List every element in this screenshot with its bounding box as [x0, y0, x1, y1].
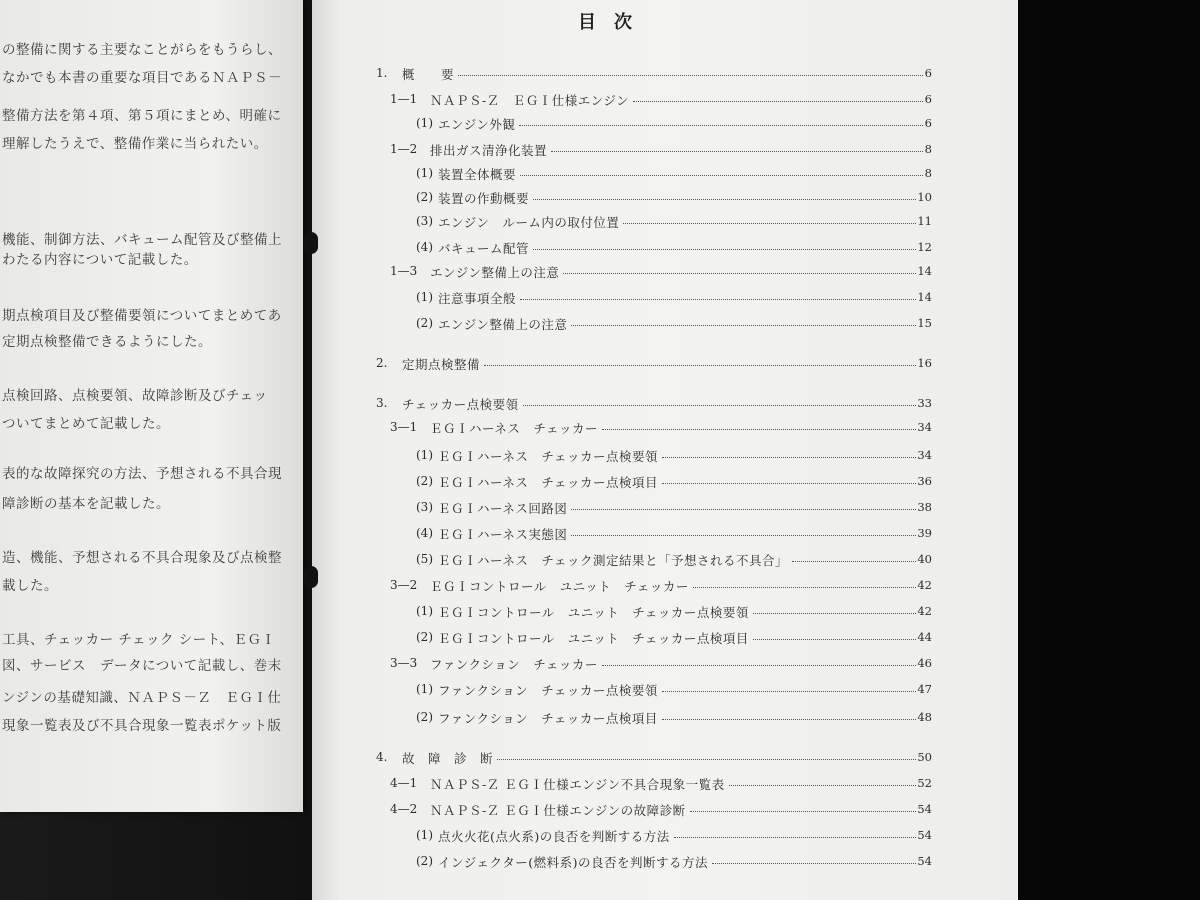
toc-entry-number: (2): [416, 474, 433, 488]
toc-entry: [0, 680, 1200, 702]
toc-leader-dots: [633, 101, 923, 102]
toc-leader-dots: [602, 429, 916, 430]
toc-entry-label: 排出ガス清浄化装置: [430, 143, 548, 158]
toc-entry: [0, 262, 1200, 284]
toc-entry: [0, 498, 1200, 520]
toc-entry: [0, 212, 1200, 234]
toc-entry-number: 1.: [376, 66, 388, 80]
toc-entry-number: 1—2: [390, 142, 418, 156]
toc-leader-dots: [753, 613, 916, 614]
left-page-text-line: 表的な故障探究の方法、予想される不具合現: [2, 466, 282, 482]
toc-entry-number: (1): [416, 682, 433, 696]
toc-entry: [0, 446, 1200, 468]
toc-entry-label: ＮＡＰＳ-Ｚ ＥＧＩ仕様エンジン: [430, 93, 630, 108]
left-page-text-line: 図、サービス データについて記載し、巻末: [2, 658, 282, 674]
toc-leader-dots: [533, 249, 916, 250]
toc-entry-label: エンジン整備上の注意: [430, 265, 560, 280]
toc-leader-dots: [662, 457, 916, 458]
toc-entry-label: ファンクション チェッカー: [430, 657, 598, 672]
toc-entry-number: 3—1: [390, 420, 418, 434]
toc-entry-page: 44: [917, 630, 932, 644]
toc-entry-number: (1): [416, 290, 433, 304]
toc-entry-page: 54: [917, 828, 932, 842]
toc-entry-label: 故 障 診 断: [402, 751, 494, 766]
toc-entry-page: 6: [924, 92, 932, 106]
toc-entry-page: 14: [917, 290, 932, 304]
toc-entry-number: 3—3: [390, 656, 418, 670]
left-page-text-line: 工具、チェッカー チェック シート、ＥＧＩ: [2, 632, 276, 648]
toc-entry-label: ＮＡＰＳ-Ｚ ＥＧＩ仕様エンジン不具合現象一覧表: [430, 777, 725, 792]
left-page-text-line: わたる内容について記載した。: [2, 252, 198, 268]
toc-entry-label: ファンクション チェッカー点検項目: [438, 711, 658, 726]
toc-entry-number: (3): [416, 214, 433, 228]
toc-entry-page: 36: [917, 474, 932, 488]
toc-entry-number: (2): [416, 854, 433, 868]
left-page-text-line: ンジンの基礎知識、ＮＡＰＳ－Ｚ ＥＧＩ仕: [2, 690, 282, 706]
toc-leader-dots: [729, 785, 916, 786]
toc-entry: [0, 140, 1200, 162]
toc-entry-page: 14: [917, 264, 932, 278]
toc-leader-dots: [662, 691, 916, 692]
toc-entry: [0, 602, 1200, 624]
toc-entry-label: ＥＧＩハーネス回路図: [438, 501, 568, 516]
toc-entry: [0, 774, 1200, 796]
toc-leader-dots: [753, 639, 916, 640]
toc-entry: [0, 90, 1200, 112]
toc-entry: [0, 654, 1200, 676]
toc-entry-label: ＥＧＩハーネス チェッカー点検要領: [438, 449, 659, 464]
toc-entry: [0, 238, 1200, 260]
toc-entry-page: 15: [917, 316, 932, 330]
toc-leader-dots: [690, 811, 916, 812]
toc-entry-page: 52: [917, 776, 932, 790]
toc-entry-page: 33: [917, 396, 932, 410]
toc-entry-page: 50: [917, 750, 932, 764]
toc-entry-number: (2): [416, 190, 433, 204]
toc-entry-number: (1): [416, 604, 433, 618]
toc-entry-number: 1—3: [390, 264, 418, 278]
toc-entry-page: 38: [917, 500, 932, 514]
toc-entry-number: 4—2: [390, 802, 418, 816]
toc-entry-number: (1): [416, 448, 433, 462]
toc-entry: [0, 188, 1200, 210]
toc-entry: [0, 550, 1200, 572]
toc-leader-dots: [662, 719, 916, 720]
toc-leader-dots: [571, 325, 916, 326]
toc-leader-dots: [674, 837, 916, 838]
toc-entry-label: 装置の作動概要: [438, 191, 530, 206]
toc-entry-page: 48: [917, 710, 932, 724]
toc-entry-page: 46: [917, 656, 932, 670]
toc-entry: [0, 472, 1200, 494]
toc-entry-label: エンジン整備上の注意: [438, 317, 568, 332]
toc-leader-dots: [523, 405, 916, 406]
toc-entry-number: (5): [416, 552, 433, 566]
toc-entry-label: 定期点検整備: [402, 357, 481, 372]
toc-entry-page: 42: [917, 578, 932, 592]
toc-entry-label: ＮＡＰＳ-Ｚ ＥＧＩ仕様エンジンの故障診断: [430, 803, 686, 818]
toc-entry-number: 2.: [376, 356, 388, 370]
toc-entry-label: エンジン外観: [438, 117, 516, 132]
toc-entry-label: ファンクション チェッカー点検要領: [438, 683, 658, 698]
toc-leader-dots: [551, 151, 923, 152]
toc-entry-page: 34: [917, 448, 932, 462]
toc-entry: [0, 852, 1200, 874]
toc-entry-number: (1): [416, 828, 433, 842]
toc-leader-dots: [563, 273, 916, 274]
toc-entry: [0, 418, 1200, 440]
toc-leader-dots: [662, 483, 916, 484]
toc-leader-dots: [458, 75, 923, 76]
toc-leader-dots: [571, 509, 916, 510]
toc-entry-label: 装置全体概要: [438, 167, 517, 182]
toc-entry-label: ＥＧＩコントロール ユニット チェッカー: [430, 579, 689, 594]
toc-entry-number: (1): [416, 116, 433, 130]
toc-entry: [0, 576, 1200, 598]
toc-entry: [0, 628, 1200, 650]
toc-entry-number: 4.: [376, 750, 388, 764]
toc-entry-label: ＥＧＩハーネス チェッカー点検項目: [438, 475, 659, 490]
left-page-text-line: 整備方法を第４項、第５項にまとめ、明確に: [2, 108, 282, 124]
toc-leader-dots: [484, 365, 916, 366]
toc-entry: [0, 524, 1200, 546]
toc-leader-dots: [533, 199, 916, 200]
toc-entry-label: 概 要: [402, 67, 455, 82]
toc-entry-label: ＥＧＩコントロール ユニット チェッカー点検項目: [438, 631, 749, 646]
toc-entry: [0, 748, 1200, 770]
toc-entry-number: 1—1: [390, 92, 418, 106]
toc-entry-label: ＥＧＩハーネス チェッカー: [430, 421, 599, 436]
toc-leader-dots: [602, 665, 916, 666]
toc-entry-number: (3): [416, 500, 433, 514]
toc-entry-page: 54: [917, 802, 932, 816]
toc-entry-page: 16: [917, 356, 932, 370]
toc-entry-number: (1): [416, 166, 433, 180]
toc-leader-dots: [520, 299, 916, 300]
toc-entry-page: 42: [917, 604, 932, 618]
toc-entry-page: 39: [917, 526, 932, 540]
left-page-text-line: なかでも本書の重要な項目であるＮＡＰＳ－: [2, 70, 282, 86]
left-page-text-line: 障診断の基本を記載した。: [2, 496, 170, 512]
toc-entry-label: チェッカー点検要領: [402, 397, 519, 412]
toc-entry-label: ＥＧＩハーネス実態図: [438, 527, 568, 542]
toc-entry: [0, 394, 1200, 416]
toc-entry-number: (4): [416, 526, 433, 540]
left-page-text-line: 現象一覧表及び不具合現象一覧表ポケット版: [2, 718, 282, 734]
left-page-text-line: の整備に関する主要なことがらをもうらし、: [2, 42, 282, 58]
left-page-text-line: 期点検項目及び整備要領についてまとめてあ: [2, 308, 282, 324]
toc-entry-label: インジェクター(燃料系)の良否を判断する方法: [438, 855, 708, 870]
toc-entry-page: 11: [917, 214, 932, 228]
left-page-text-line: 定期点検整備できるようにした。: [2, 334, 212, 350]
left-page-text-line: 造、機能、予想される不具合現象及び点検整: [2, 550, 282, 566]
toc-entry: [0, 826, 1200, 848]
toc-entry: [0, 354, 1200, 376]
toc-entry-number: (2): [416, 630, 433, 644]
toc-title: 目 次: [578, 12, 632, 33]
toc-entry-label: 注意事項全般: [438, 291, 517, 306]
toc-entry-number: 3—2: [390, 578, 418, 592]
toc-leader-dots: [623, 223, 916, 224]
toc-leader-dots: [571, 535, 916, 536]
toc-entry-page: 54: [917, 854, 932, 868]
toc-entry-number: 4—1: [390, 776, 418, 790]
toc-entry-page: 12: [917, 240, 932, 254]
toc-entry-page: 40: [917, 552, 932, 566]
toc-entry: [0, 800, 1200, 822]
toc-entry-label: ＥＧＩコントロール ユニット チェッカー点検要領: [438, 605, 749, 620]
toc-entry-page: 10: [917, 190, 932, 204]
toc-leader-dots: [712, 863, 916, 864]
toc-entry-page: 6: [924, 66, 932, 80]
toc-entry-page: 6: [924, 116, 932, 130]
left-page-text-line: ついてまとめて記載した。: [2, 416, 170, 432]
toc-leader-dots: [520, 175, 923, 176]
left-page-text-line: 載した。: [2, 578, 58, 594]
toc-entry: [0, 288, 1200, 310]
toc-entry-page: 47: [917, 682, 932, 696]
toc-entry: [0, 314, 1200, 336]
left-page-text-line: 理解したうえで、整備作業に当られたい。: [2, 136, 268, 152]
toc-entry-page: 8: [924, 142, 932, 156]
toc-entry-label: バキューム配管: [438, 241, 530, 256]
toc-entry-label: 点火火花(点火系)の良否を判断する方法: [438, 829, 670, 844]
toc-leader-dots: [693, 587, 916, 588]
toc-entry-label: ＥＧＩハーネス チェック測定結果と「予想される不具合」: [438, 553, 789, 568]
left-page-text-line: 点検回路、点検要領、故障診断及びチェッ: [2, 388, 268, 404]
toc-entry: [0, 64, 1200, 86]
toc-entry-number: (4): [416, 240, 433, 254]
toc-entry-number: (2): [416, 710, 433, 724]
toc-entry: [0, 164, 1200, 186]
toc-leader-dots: [519, 125, 923, 126]
toc-entry-label: エンジン ルーム内の取付位置: [438, 215, 620, 230]
toc-entry: [0, 114, 1200, 136]
toc-entry-page: 8: [924, 166, 932, 180]
toc-entry-number: 3.: [376, 396, 388, 410]
toc-leader-dots: [497, 759, 916, 760]
left-page-text-line: 機能、制御方法、バキューム配管及び整備上: [2, 232, 282, 248]
toc-entry-number: (2): [416, 316, 433, 330]
toc-leader-dots: [792, 561, 916, 562]
toc-entry: [0, 708, 1200, 730]
toc-entry-page: 34: [917, 420, 932, 434]
